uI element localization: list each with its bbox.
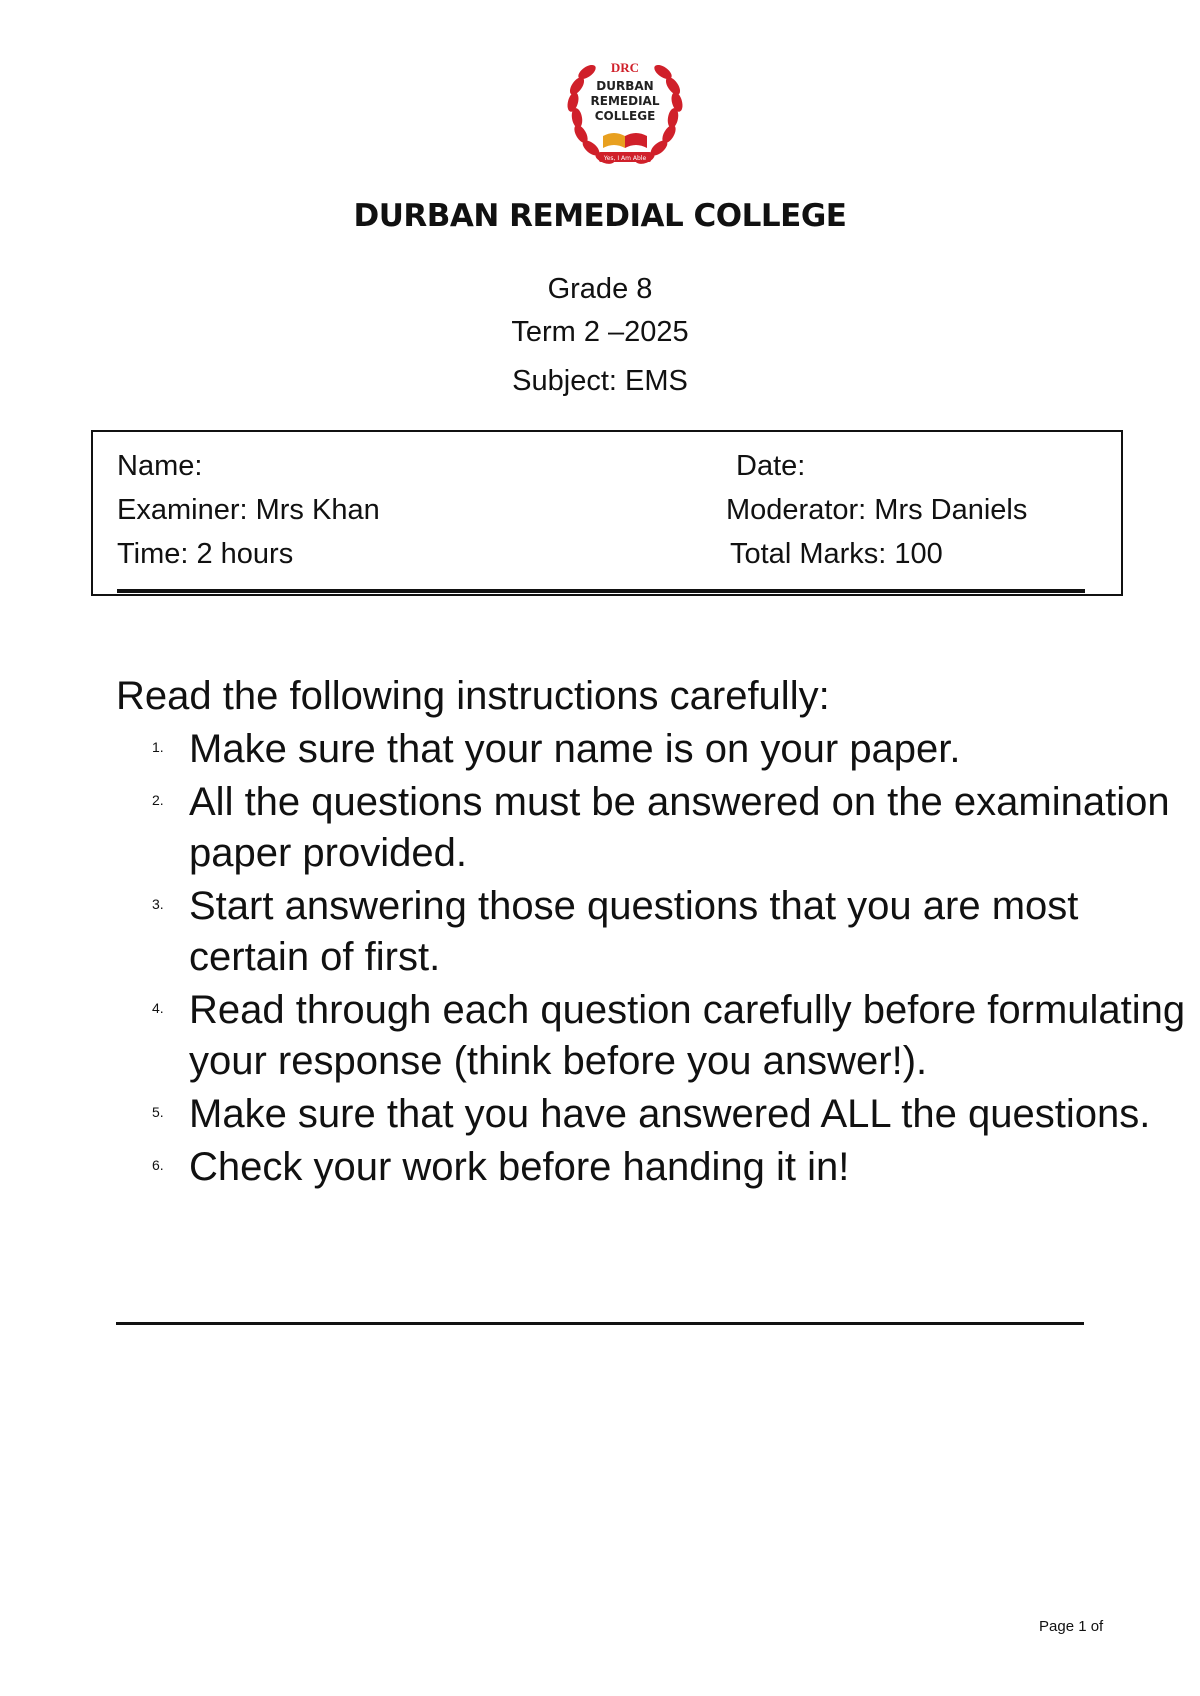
instruction-text: Read through each question carefully before formulating your response (think before you answer!). [189,988,1186,1083]
logo-name-line-3: COLLEGE [594,109,656,123]
exam-info-box [91,430,1123,596]
instructions-list [116,724,1186,1193]
instruction-text: Make sure that you have answered ALL the questions. [189,1092,1151,1136]
logo-mark: DRC [610,60,640,75]
section-divider [116,1322,1084,1325]
term-label: Term 2 –2025 [511,316,689,348]
instruction-item [116,724,1186,775]
moderator-field: Moderator: Mrs Daniels [726,494,1028,526]
name-field: Name: [117,450,203,482]
instructions-heading: Read the following instructions carefully: [116,674,830,718]
instruction-item [116,881,1186,983]
school-title: DURBAN REMEDIAL COLLEGE [353,198,847,234]
instructions-section [116,670,1186,1195]
page-number: Page 1 of [1039,1618,1104,1635]
instruction-item [116,777,1186,879]
instruction-text: Check your work before handing it in! [189,1145,850,1189]
instruction-item [116,985,1186,1087]
instruction-number: 1. [152,739,164,755]
instruction-item [116,1089,1186,1140]
open-book-icon [603,133,647,148]
examiner-field: Examiner: Mrs Khan [117,494,380,526]
date-field: Date: [736,450,806,482]
logo-name-line-2: REMEDIAL [590,94,660,108]
instruction-item [116,1142,1186,1193]
instruction-text: All the questions must be answered on the examination paper provided. [189,780,1170,875]
box-divider [117,589,1085,593]
time-field: Time: 2 hours [117,538,294,570]
instruction-number: 2. [152,792,164,808]
logo-motto: Yes, I Am Able [603,155,647,162]
instruction-number: 6. [152,1157,164,1173]
instruction-number: 4. [152,1000,164,1016]
instruction-text: Start answering those questions that you are most certain of first. [189,884,1079,979]
subject-label: Subject: EMS [512,365,688,397]
instruction-text: Make sure that your name is on your paper. [189,727,961,771]
school-logo [555,58,695,178]
instruction-number: 3. [152,896,164,912]
instruction-number: 5. [152,1104,164,1120]
logo-name-line-1: DURBAN [596,79,654,93]
grade-label: Grade 8 [547,273,653,305]
total-marks-field: Total Marks: 100 [730,538,943,570]
